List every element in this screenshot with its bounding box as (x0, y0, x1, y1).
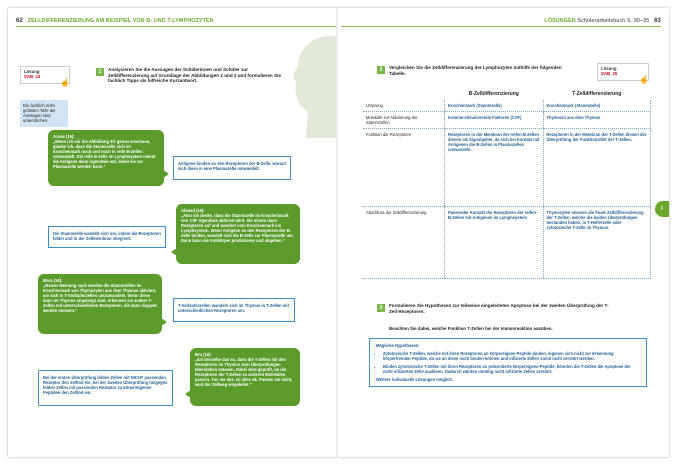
table-cell: Thymosin aus dem Thymus (543, 112, 650, 129)
hypotheses-footer: Weitere individuelle Lösungen möglich. (376, 377, 454, 382)
table-header: T-Zelldifferenzierung (572, 91, 622, 97)
answer-box-2: Die Stammzelle wandelt sich um, indem die Rezeptoren bildet und in der Zellmembran integriert. (48, 226, 166, 248)
table-cell: Rezeptoren in der Membran der reifen B-Zellen dienen als Signalgeber, da sich bei Kontakt mit Antigenen die B-Zellen in Plasmazellen umwandeln. (445, 129, 544, 207)
table-cell: Funktion der Rezeptoren (363, 129, 445, 207)
table-cell: Knochenmark (Stammzelle) (543, 100, 650, 112)
task-1-number: 1 (96, 68, 104, 76)
bubble-text: „Wenn ich mir die Abbildung 2/1 genau anschaue, glaube ich, dass die Stammzelle sich im Knochenmark noch und noch in reife B-Zellen umwandelt. Die reife B-Zelle im Lymphsystem nimmt die Antigene dann irgendwie auf, damit sie zur Plasmazelle werden kann.“ (53, 139, 156, 169)
left-header (16, 18, 214, 24)
table-cell: Knochenmark (Stammzelle) (445, 100, 544, 112)
speech-bubble-jonas (48, 130, 164, 186)
left-header-rule (16, 26, 336, 27)
table-row (363, 112, 651, 129)
right-header-rule (341, 26, 661, 27)
task-3-number: 3 (377, 304, 385, 312)
task-2-number: 2 (377, 66, 385, 74)
bubble-text: „Meiner Meinung nach werden die Stammzellen im Knochenmark von Thymozyten aus dem Thymus aktiviert, um sich in T-Vorläuferzellen umzuwandeln. Wenn diese dann im Thymus angelangt sind, erkennen sie andere T-Zellen mit unterschiedlichen Rezeptoren, die dann doppelt werden müssen.“ (43, 283, 157, 313)
right-header-ref: Schülerarbeitsbuch S. 30–35 (577, 18, 650, 24)
speech-bubble-bru (190, 348, 300, 406)
hand-pointer-icon: ☝ (60, 78, 70, 87)
left-header-title: ZELLDIFFERENZIERUNG AM BEISPIEL VON B- UND T-LYMPHOZYTEN (27, 18, 214, 24)
table-header-row (363, 90, 651, 100)
bubble-name: Jonas (16): (53, 134, 75, 139)
table-cell: Rezeptoren in der Membran der T-Zellen dienen der Überprüfung der Funktionalität der T-Zellen. (543, 129, 650, 207)
right-page-number: 63 (654, 18, 661, 24)
list-item: • Binden zytotoxische T-Zellen mit ihren Rezeptoren an präsentierte körpereigene Peptide, könnten die T-Zellen die Apoptose der nicht infizierten Zelle auslösen. Dadurch würden unnötig nicht infizierte Zellen zerstört. (383, 364, 640, 374)
answer-box-4: Bei der ersten Überprüfung bilden Zellen mit NICHT passenden Rezeptor den Zelltod ein, bei der zweiten Überprüfung hingegen bilden Zellen mit passenden Rezeptor zu körpereigenen Peptiden den Zelltod ein. (38, 370, 173, 406)
table-header (363, 90, 445, 100)
answer-box-1: Antigene binden an den Rezeptoren der B-Zelle, worauf sich diese in eine Plasmazelle umwandelt. (173, 156, 291, 180)
table-row (363, 100, 651, 112)
task-1-text: Analysieren Sie die Aussagen der Schülerinnen und Schüler zur Zelldifferenzierung auf Grundlage der Abbildungen 2 und 3 und formulieren Sie fachlich Tipps als hilfreiche Kurzantwort. (108, 67, 281, 84)
bubble-name: Mara (16): (43, 278, 63, 283)
table-cell: Passender Kontakt der Rezeptoren der reifen B-Zellen mit Antigenen im Lymphsystem (445, 207, 544, 279)
bubble-name: Ahmed (16): (181, 208, 205, 213)
chapter-side-tab[interactable]: I (655, 201, 669, 217)
left-page-number: 62 (16, 18, 23, 24)
bubble-text: „Also ich denke, dass die Stammzelle im Knochenmark von CSF irgendwie aktiviert wird. Sie nimmt dann Rezeptoren auf und wandert vom Knochenmark ins Lymphsystem. Wenn Antigene an den Rezeptoren der B-Zelle binden, wandelt sich die B-Zelle zur Plasmazelle um. Dann kann sie Antikörper produzieren und abgeben.“ (181, 213, 294, 243)
tip-box: Die fachlich nicht gelösten Teile der Aussagen sind unterstrichen. (20, 100, 68, 127)
speech-bubble-mara (38, 274, 162, 334)
solution-label: Lösung (24, 69, 40, 74)
bubble-name: Bru (16): (195, 352, 212, 357)
solution-code: SAB_24 (24, 74, 41, 79)
table-row (363, 129, 651, 207)
right-header-section: LÖSUNGEN (544, 18, 576, 24)
right-header (544, 18, 661, 24)
table-cell: Thymozyten stossen die finale Zelldifferenzierung der T-Zellen, welche die beiden Überprüfungen bestanden haben, in T-Helferzelle oder zytotoxische T-Zelle im Thymus. (543, 207, 650, 279)
task-3-text: Formulieren Sie Hypothesen zur teilweise eingeleiteten Apoptose bei der zweiten Überprüfung der T-Zell-Rezeptoren. (389, 303, 609, 314)
hand-pointer-icon: ☝ (639, 75, 649, 84)
comparison-table (363, 90, 651, 279)
hypotheses-title: Mögliche Hypothesen: (376, 343, 420, 348)
solution-code: SAB_25 (601, 71, 618, 76)
table-row (363, 207, 651, 279)
solution-label: Lösung (601, 66, 617, 71)
answer-box-3: T-Vorläuferzellen wandeln sich im Thymus in T-Zellen mit unterschiedlichen Rezeptoren um. (173, 298, 295, 322)
table-cell: Ursprung (363, 100, 445, 112)
list-item: • Zytotoxische T-Zellen, welche mit ihren Rezeptoren an körpereigene Peptide binden, eigenen sich nicht zur Erkennung körperfremder Peptide, da sie an diese nicht binden können und infizierte Zellen somit nicht zerstört werden. (383, 351, 640, 361)
task-3-subtext: Beachten Sie dabei, welche Funktion T-Zellen bei der Immunreaktion ausüben. (389, 326, 553, 331)
bubble-text: „Ich verstehe das so, dass die T-Zellen mit den Rezeptoren im Thymus zwei Überprüfungen überstehen müssen. Dabei wird geprüft, ob die Rezeptoren der T-Zellen zu anderen Molekülen passen. Tun sie das, ist alles ok. Passen sie nicht, wird der Zellweg eingeleitet.“ (195, 357, 293, 387)
task-2-text: Vergleichen Sie die Zelldifferenzierung der Lymphozyten mithilfe der folgenden Tabelle. (389, 65, 562, 76)
book-spread (8, 8, 669, 457)
right-page (339, 8, 669, 457)
table-header: B-Zelldifferenzierung (468, 91, 519, 97)
table-cell: Kolonie-stimulierende Faktoren (CSF) (445, 112, 544, 129)
table-cell: Abschluss der Zelldifferenzierung (363, 207, 445, 279)
hypotheses-list (376, 351, 640, 374)
table-cell: Moleküle zur Aktivierung der Stammzellen (363, 112, 445, 129)
hypotheses-box (369, 338, 647, 387)
speech-bubble-ahmed (176, 204, 300, 264)
